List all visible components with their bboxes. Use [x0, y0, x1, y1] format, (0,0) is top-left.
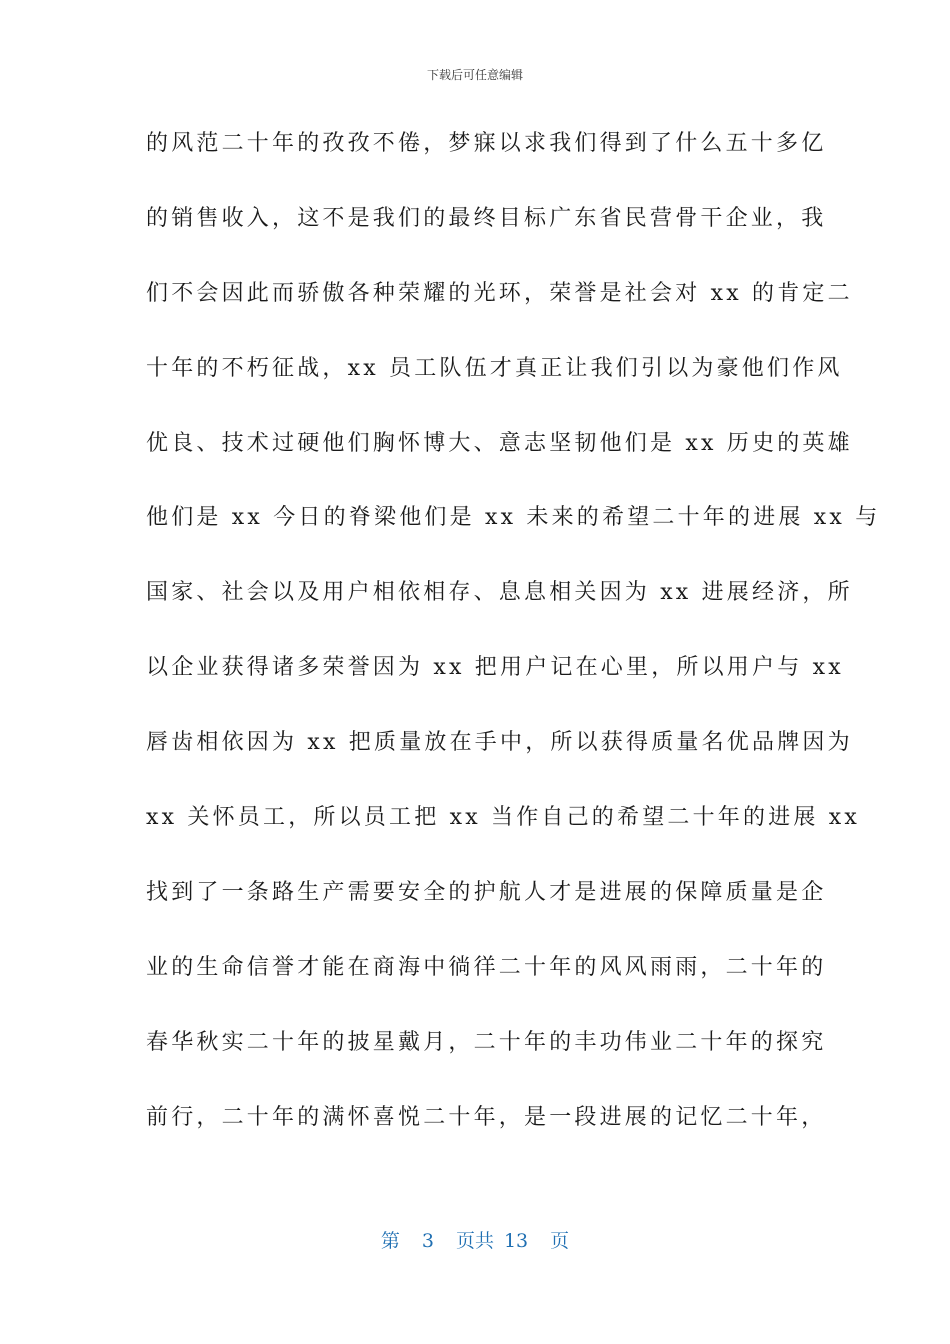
- footer-total-pages: 13: [503, 1230, 529, 1252]
- text-line-6: 他们是 xx 今日的脊梁他们是 xx 未来的希望二十年的进展 xx 与: [146, 505, 881, 531]
- footer-current-page: 3: [421, 1230, 434, 1252]
- text-line-8: 以企业获得诸多荣誉因为 xx 把用户记在心里，所以用户与 xx: [146, 655, 844, 681]
- text-line-13: 春华秋实二十年的披星戴月，二十年的丰功伟业二十年的探究: [146, 1029, 827, 1055]
- text-line-3: 们不会因此而骄傲各种荣耀的光环，荣誉是社会对 xx 的肯定二: [146, 280, 853, 306]
- text-line-11: 找到了一条路生产需要安全的护航人才是进展的保障质量是企: [146, 879, 827, 905]
- text-line-1: 的风范二十年的孜孜不倦，梦寐以求我们得到了什么五十多亿: [146, 131, 827, 156]
- footer-suffix: 页: [550, 1230, 570, 1252]
- text-line-2: 的销售收入，这不是我们的最终目标广东省民营骨干企业，我: [146, 205, 827, 231]
- text-line-5: 优良、技术过硬他们胸怀博大、意志坚韧他们是 xx 历史的英雄: [146, 430, 853, 456]
- page-header-note: 下载后可任意编辑: [426, 68, 523, 82]
- text-line-10: xx 关怀员工，所以员工把 xx 当作自己的希望二十年的进展 xx: [146, 805, 861, 831]
- text-line-4: 十年的不朽征战，xx 员工队伍才真正让我们引以为豪他们作风: [146, 355, 843, 381]
- text-line-9: 唇齿相依因为 xx 把质量放在手中，所以获得质量名优品牌因为: [146, 730, 853, 756]
- document-body: [146, 126, 881, 1174]
- text-line-7: 国家、社会以及用户相依相存、息息相关因为 xx 进展经济，所: [146, 580, 853, 606]
- text-line-12: 业的生命信誉才能在商海中徜徉二十年的风风雨雨，二十年的: [146, 954, 827, 980]
- text-line-14: 前行，二十年的满怀喜悦二十年，是一段进展的记忆二十年，: [146, 1104, 827, 1130]
- footer-prefix: 第: [380, 1230, 400, 1252]
- page-footer: [0, 1226, 950, 1253]
- footer-middle: 页共: [455, 1230, 494, 1252]
